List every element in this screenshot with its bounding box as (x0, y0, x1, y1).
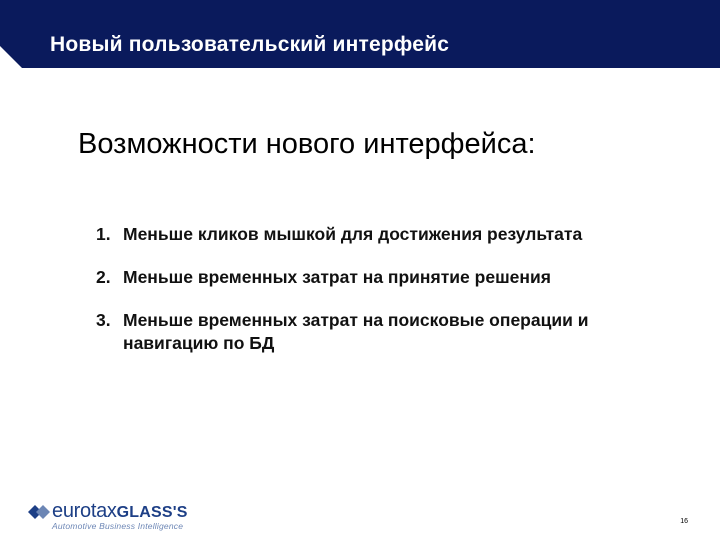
page-number: 16 (680, 518, 688, 525)
list-item-text: Меньше кликов мышкой для достижения результата (123, 224, 583, 244)
logo-tagline: Automotive Business Intelligence (52, 521, 184, 531)
list-item-text: Меньше временных затрат на поисковые операции и навигацию по БД (123, 310, 589, 353)
list-item-number: 3. (96, 310, 111, 330)
list-item (96, 223, 676, 246)
page-title: Возможности нового интерфейса: (78, 128, 536, 160)
header-title: Новый пользовательский интерфейс (50, 33, 450, 56)
list-item (96, 266, 676, 289)
list-item-text: Меньше временных затрат на принятие решения (123, 267, 551, 287)
list-item-number: 1. (96, 224, 111, 244)
list-item (96, 309, 676, 355)
logo-brand: eurotax (52, 500, 117, 522)
feature-list (96, 223, 676, 375)
logo-mark-icon (28, 505, 50, 519)
logo-brand-bold: GLASS'S (116, 504, 188, 521)
eurotax-glass-logo (28, 500, 228, 534)
list-item-number: 2. (96, 267, 111, 287)
